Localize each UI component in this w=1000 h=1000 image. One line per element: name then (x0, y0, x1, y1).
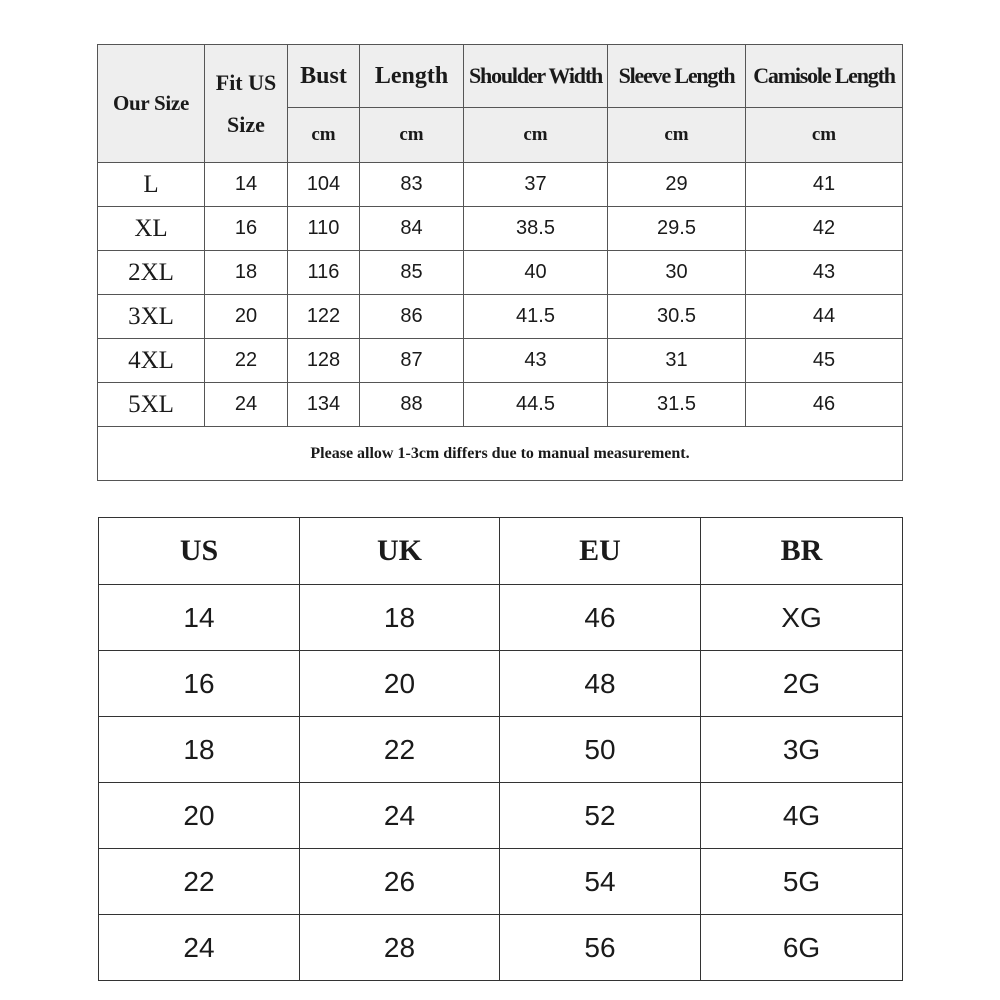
unit-length: cm (360, 108, 464, 163)
eu-size-value: 46 (500, 585, 701, 651)
table-row (99, 585, 903, 651)
length-value: 84 (360, 207, 464, 251)
header-bust: Bust (288, 45, 360, 108)
fit-us-size-value: 20 (205, 295, 288, 339)
table-row (98, 251, 903, 295)
shoulder-width-value: 38.5 (464, 207, 608, 251)
sleeve-length-value: 30.5 (608, 295, 746, 339)
uk-size-value: 22 (300, 717, 500, 783)
shoulder-width-value: 43 (464, 339, 608, 383)
bust-value: 122 (288, 295, 360, 339)
camisole-length-value: 43 (746, 251, 903, 295)
table-row (98, 383, 903, 427)
header-camisole-length: Camisole Length (746, 45, 903, 108)
uk-size-value: 20 (300, 651, 500, 717)
header-our-size: Our Size (98, 45, 205, 163)
sleeve-length-value: 31 (608, 339, 746, 383)
fit-us-size-value: 18 (205, 251, 288, 295)
camisole-length-value: 42 (746, 207, 903, 251)
length-value: 88 (360, 383, 464, 427)
fit-us-size-value: 22 (205, 339, 288, 383)
table-row (99, 849, 903, 915)
header-length: Length (360, 45, 464, 108)
table-row (99, 915, 903, 981)
length-value: 86 (360, 295, 464, 339)
br-size-value: XG (701, 585, 903, 651)
sleeve-length-value: 31.5 (608, 383, 746, 427)
header-row (98, 45, 903, 108)
uk-size-value: 18 (300, 585, 500, 651)
length-value: 83 (360, 163, 464, 207)
fit-us-size-value: 14 (205, 163, 288, 207)
eu-size-value: 52 (500, 783, 701, 849)
size-label: XL (98, 207, 205, 251)
size-label: L (98, 163, 205, 207)
table-row (98, 207, 903, 251)
fit-us-size-value: 24 (205, 383, 288, 427)
bust-value: 104 (288, 163, 360, 207)
header-sleeve-length: Sleeve Length (608, 45, 746, 108)
us-size-value: 16 (99, 651, 300, 717)
header-us: US (99, 518, 300, 585)
br-size-value: 5G (701, 849, 903, 915)
conversion-header-row (99, 518, 903, 585)
uk-size-value: 26 (300, 849, 500, 915)
table-row (98, 339, 903, 383)
bust-value: 110 (288, 207, 360, 251)
header-br: BR (701, 518, 903, 585)
size-label: 5XL (98, 383, 205, 427)
camisole-length-value: 44 (746, 295, 903, 339)
camisole-length-value: 45 (746, 339, 903, 383)
sleeve-length-value: 29 (608, 163, 746, 207)
fit-us-size-value: 16 (205, 207, 288, 251)
length-value: 85 (360, 251, 464, 295)
shoulder-width-value: 37 (464, 163, 608, 207)
size-label: 4XL (98, 339, 205, 383)
sleeve-length-value: 29.5 (608, 207, 746, 251)
length-value: 87 (360, 339, 464, 383)
bust-value: 134 (288, 383, 360, 427)
us-size-value: 24 (99, 915, 300, 981)
camisole-length-value: 46 (746, 383, 903, 427)
br-size-value: 2G (701, 651, 903, 717)
header-fit-us-size: Fit US Size (205, 45, 288, 163)
table-row (98, 295, 903, 339)
br-size-value: 3G (701, 717, 903, 783)
bust-value: 128 (288, 339, 360, 383)
br-size-value: 6G (701, 915, 903, 981)
table-row (99, 651, 903, 717)
size-chart-table (97, 44, 903, 481)
eu-size-value: 48 (500, 651, 701, 717)
us-size-value: 20 (99, 783, 300, 849)
uk-size-value: 28 (300, 915, 500, 981)
measurement-note: Please allow 1-3cm differs due to manual measurement. (98, 427, 903, 481)
br-size-value: 4G (701, 783, 903, 849)
unit-bust: cm (288, 108, 360, 163)
us-size-value: 18 (99, 717, 300, 783)
unit-camisole-length: cm (746, 108, 903, 163)
bust-value: 116 (288, 251, 360, 295)
shoulder-width-value: 44.5 (464, 383, 608, 427)
eu-size-value: 56 (500, 915, 701, 981)
camisole-length-value: 41 (746, 163, 903, 207)
unit-shoulder-width: cm (464, 108, 608, 163)
size-label: 2XL (98, 251, 205, 295)
table-row (98, 163, 903, 207)
header-shoulder-width: Shoulder Width (464, 45, 608, 108)
table-row (99, 717, 903, 783)
unit-sleeve-length: cm (608, 108, 746, 163)
header-eu: EU (500, 518, 701, 585)
size-label: 3XL (98, 295, 205, 339)
size-conversion-table (98, 517, 903, 981)
us-size-value: 22 (99, 849, 300, 915)
header-uk: UK (300, 518, 500, 585)
eu-size-value: 50 (500, 717, 701, 783)
note-row (98, 427, 903, 481)
table-row (99, 783, 903, 849)
shoulder-width-value: 40 (464, 251, 608, 295)
shoulder-width-value: 41.5 (464, 295, 608, 339)
sleeve-length-value: 30 (608, 251, 746, 295)
uk-size-value: 24 (300, 783, 500, 849)
eu-size-value: 54 (500, 849, 701, 915)
us-size-value: 14 (99, 585, 300, 651)
